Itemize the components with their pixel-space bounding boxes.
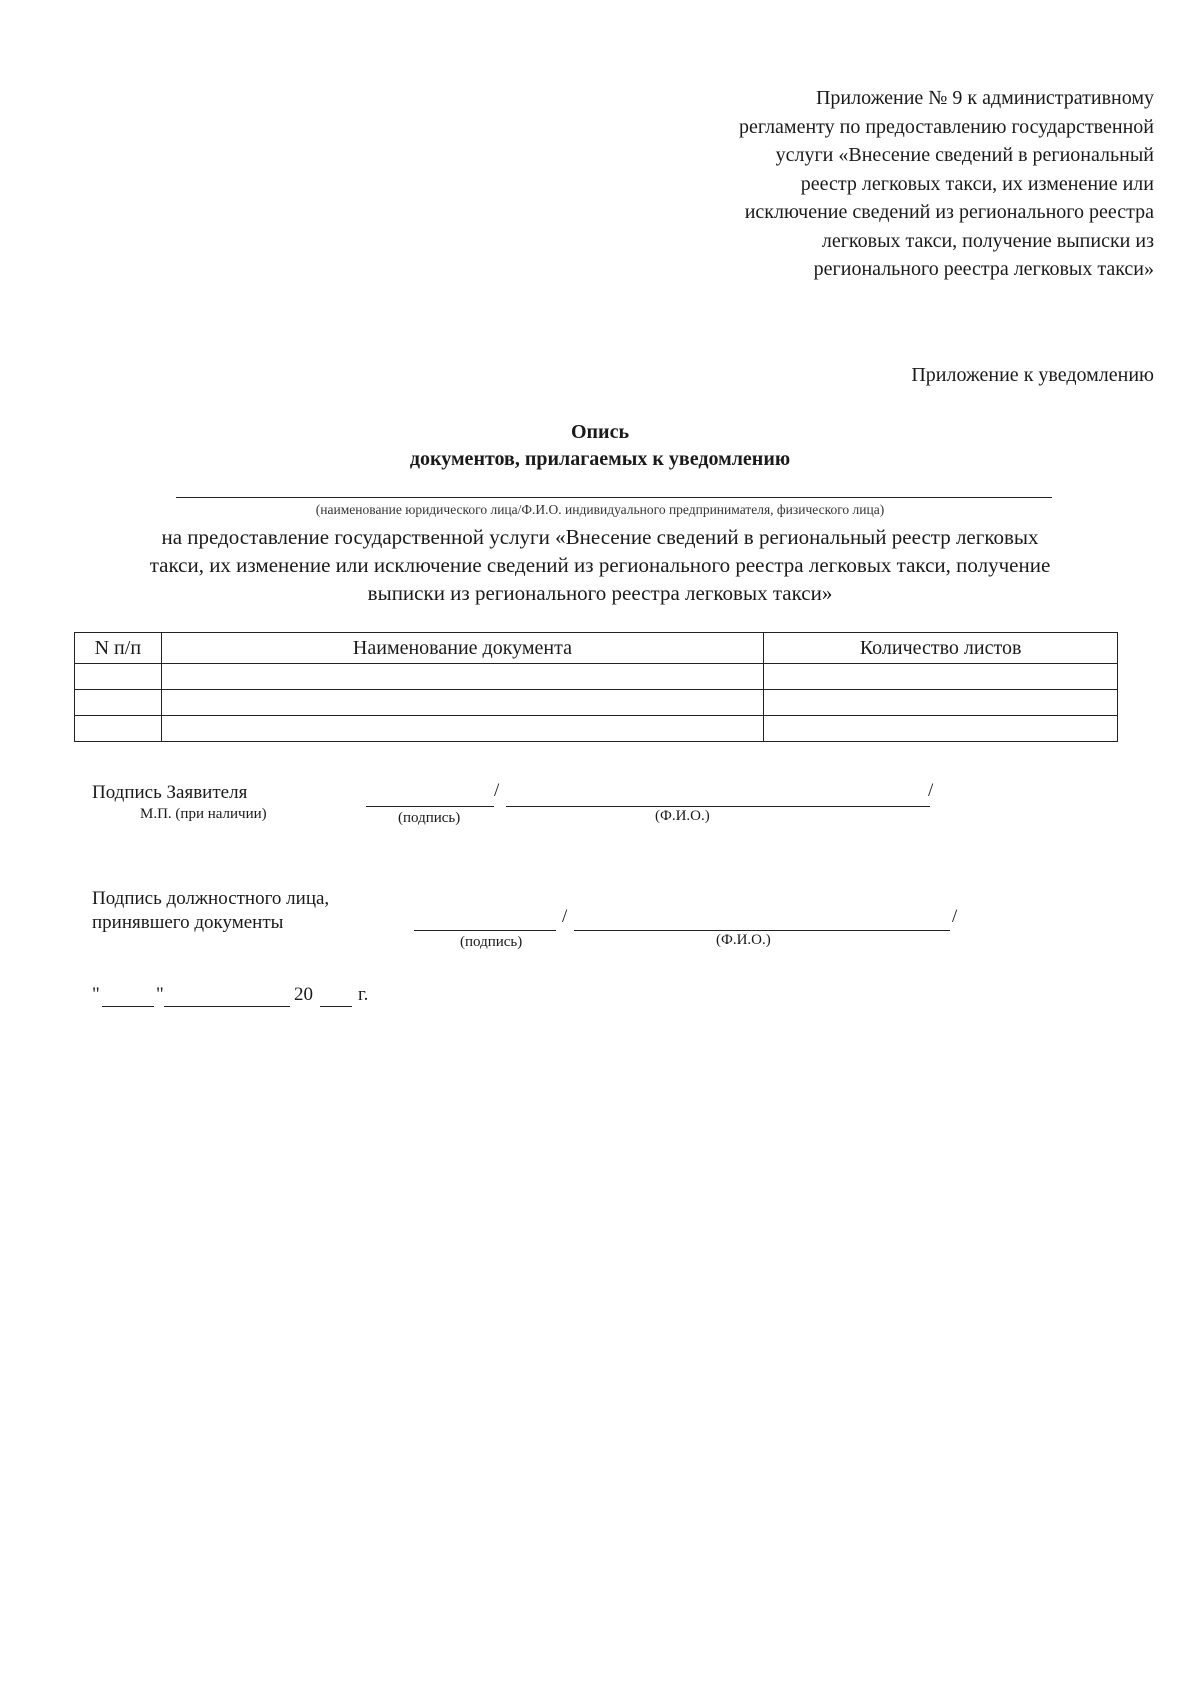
- table-cell-sheet-count[interactable]: [764, 716, 1118, 742]
- appendix-line: регионального реестра легковых такси»: [813, 258, 1154, 280]
- documents-table: [74, 632, 1118, 742]
- table-cell-number[interactable]: [75, 690, 162, 716]
- date-year-line[interactable]: [320, 1006, 352, 1007]
- appendix-line: регламенту по предоставлению государственной: [739, 115, 1154, 138]
- signature-separator: /: [952, 906, 958, 927]
- applicant-name-caption: (наименование юридического лица/Ф.И.О. индивидуального предпринимателя, физического лица): [315, 502, 885, 517]
- annex-note: Приложение к уведомлению: [911, 364, 1154, 386]
- table-header-row: [75, 633, 1118, 664]
- document-subtitle: документов, прилагаемых к уведомлению: [409, 448, 791, 470]
- purpose-line: такси, их изменение или исключение сведений из регионального реестра легковых такси, получение: [149, 553, 1051, 577]
- applicant-signature-caption: (подпись): [398, 810, 461, 826]
- column-header-sheet-count: Количество листов: [764, 633, 1118, 664]
- appendix-line: услуги «Внесение сведений в региональный: [775, 144, 1154, 166]
- purpose-line: выписки из регионального реестра легковых такси»: [367, 581, 833, 605]
- document-title: Опись: [570, 421, 630, 443]
- official-fio-line[interactable]: [574, 930, 950, 931]
- table-cell-document-name[interactable]: [161, 716, 764, 742]
- date-quote-open: ": [92, 984, 100, 1005]
- table-row: [75, 664, 1118, 690]
- official-signature-line[interactable]: [414, 930, 556, 931]
- appendix-line: реестр легковых такси, их изменение или: [800, 172, 1154, 195]
- official-signature-label: Подпись должностного лица,: [92, 888, 330, 909]
- date-year-suffix: г.: [358, 984, 369, 1005]
- applicant-signature-label: Подпись Заявителя: [92, 782, 248, 803]
- date-year-prefix: 20: [294, 984, 313, 1005]
- date-month-line[interactable]: [164, 1006, 290, 1007]
- applicant-signature-line[interactable]: [366, 806, 494, 807]
- table-cell-document-name[interactable]: [161, 690, 764, 716]
- appendix-line: исключение сведений из регионального реестра: [744, 201, 1154, 223]
- purpose-text: [80, 523, 1120, 607]
- signature-separator: /: [494, 780, 500, 801]
- official-signature-label-line2: принявшего документы: [92, 912, 284, 933]
- date-quote-close: ": [156, 984, 164, 1005]
- stamp-note: М.П. (при наличии): [140, 806, 267, 822]
- applicant-fio-line[interactable]: [506, 806, 930, 807]
- column-header-document-name: Наименование документа: [161, 633, 764, 664]
- table-cell-sheet-count[interactable]: [764, 690, 1118, 716]
- appendix-header: [654, 84, 1154, 284]
- purpose-line: на предоставление государственной услуги «Внесение сведений в региональный реестр легковых: [161, 525, 1039, 549]
- appendix-line: Приложение № 9 к административному: [815, 87, 1154, 109]
- table-cell-sheet-count[interactable]: [764, 664, 1118, 690]
- signature-separator: /: [928, 780, 934, 801]
- official-signature-caption: (подпись): [460, 934, 523, 950]
- applicant-name-line[interactable]: [176, 497, 1052, 498]
- column-header-number: N п/п: [75, 633, 162, 664]
- table-cell-number[interactable]: [75, 664, 162, 690]
- date-day-line[interactable]: [102, 1006, 154, 1007]
- signature-separator: /: [562, 906, 568, 927]
- table-cell-document-name[interactable]: [161, 664, 764, 690]
- table-row: [75, 690, 1118, 716]
- applicant-fio-caption: (Ф.И.О.): [655, 808, 710, 824]
- table-cell-number[interactable]: [75, 716, 162, 742]
- table-row: [75, 716, 1118, 742]
- official-fio-caption: (Ф.И.О.): [716, 932, 771, 948]
- appendix-line: легковых такси, получение выписки из: [821, 229, 1154, 252]
